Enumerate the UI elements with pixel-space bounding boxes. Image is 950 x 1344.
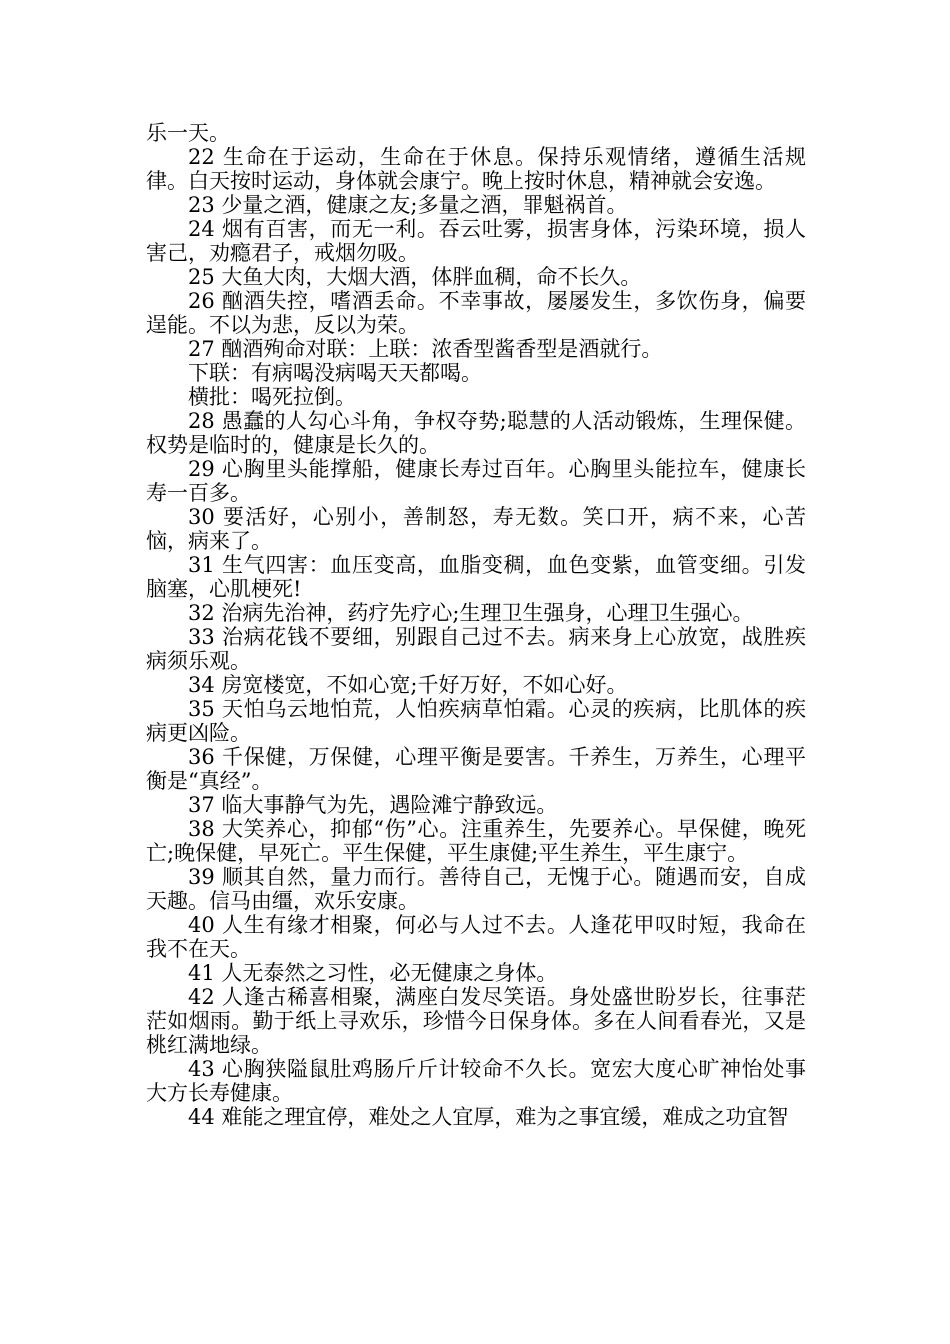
- paragraph-25: 25 大鱼大肉，大烟大酒，体胖血稠，命不长久。: [188, 265, 642, 289]
- paragraph-22: 22 生命在于运动，生命在于休息。保持乐观情绪，遵循生活规律。白天按时运动，身体就会康宁。晚上按时休息，精神就会安逸。: [146, 145, 806, 193]
- paragraph-43: 43 心胸狭隘鼠肚鸡肠斤斤计较命不久长。宽宏大度心旷神怡处事大方长寿健康。: [146, 1057, 806, 1105]
- paragraph-31: 31 生气四害：血压变高，血脂变稠，血色变紫，血管变细。引发脑塞，心肌梗死!: [146, 553, 806, 601]
- paragraph-28: 28 愚蠢的人勾心斗角，争权夺势;聪慧的人活动锻炼，生理保健。权势是临时的，健康是长久的。: [146, 409, 806, 457]
- paragraph-35: 35 天怕乌云地怕荒，人怕疾病草怕霜。心灵的疾病，比肌体的疾病更凶险。: [146, 697, 806, 745]
- paragraph-37: 37 临大事静气为先，遇险滩宁静致远。: [188, 793, 558, 817]
- paragraph-27-second-line: 下联：有病喝没病喝天天都喝。: [188, 361, 482, 385]
- paragraph-33: 33 治病花钱不要细，别跟自己过不去。病来身上心放宽，战胜疾病须乐观。: [146, 625, 806, 673]
- document-body: [146, 121, 806, 1129]
- paragraph-34: 34 房宽楼宽，不如心宽;千好万好，不如心好。: [188, 673, 628, 697]
- paragraph-42: 42 人逢古稀喜相聚，满座白发尽笑语。身处盛世盼岁长，往事茫茫如烟雨。勤于纸上寻欢乐，珍惜今日保身体。多在人间看春光，又是桃红满地绿。: [146, 985, 806, 1057]
- paragraph-39: 39 顺其自然，量力而行。善待自己，无愧于心。随遇而安，自成天趣。信马由缰，欢乐安康。: [146, 865, 806, 913]
- paragraph-24: 24 烟有百害，而无一利。吞云吐雾，损害身体，污染环境，损人害己，劝瘾君子，戒烟勿吸。: [146, 217, 806, 265]
- paragraph-29: 29 心胸里头能撑船，健康长寿过百年。心胸里头能拉车，健康长寿一百多。: [146, 457, 806, 505]
- paragraph-32: 32 治病先治神，药疗先疗心;生理卫生强身，心理卫生强心。: [188, 601, 754, 625]
- paragraph-38: 38 大笑养心，抑郁“伤”心。注重养生，先要养心。早保健，晚死亡;晚保健，早死亡。平生保健，平生康健;平生养生，平生康宁。: [146, 817, 806, 865]
- paragraph-44: 44 难能之理宜停，难处之人宜厚，难为之事宜缓，难成之功宜智: [188, 1105, 789, 1129]
- paragraph-27: 27 酗酒殉命对联：上联：浓香型酱香型是酒就行。: [188, 337, 663, 361]
- paragraph-26: 26 酗酒失控，嗜酒丢命。不幸事故，屡屡发生，多饮伤身，偏要逞能。不以为悲，反以为荣。: [146, 289, 806, 337]
- paragraph-41: 41 人无泰然之习性，必无健康之身体。: [188, 961, 558, 985]
- paragraph-continuation: 乐一天。: [146, 121, 230, 145]
- paragraph-27-banner: 横批：喝死拉倒。: [188, 385, 356, 409]
- paragraph-36: 36 千保健，万保健，心理平衡是要害。千养生，万养生，心理平衡是“真经”。: [146, 745, 806, 793]
- paragraph-23: 23 少量之酒，健康之友;多量之酒，罪魁祸首。: [188, 193, 628, 217]
- paragraph-30: 30 要活好，心别小，善制怒，寿无数。笑口开，病不来，心苦恼，病来了。: [146, 505, 806, 553]
- paragraph-40: 40 人生有缘才相聚，何必与人过不去。人逢花甲叹时短，我命在我不在天。: [146, 913, 806, 961]
